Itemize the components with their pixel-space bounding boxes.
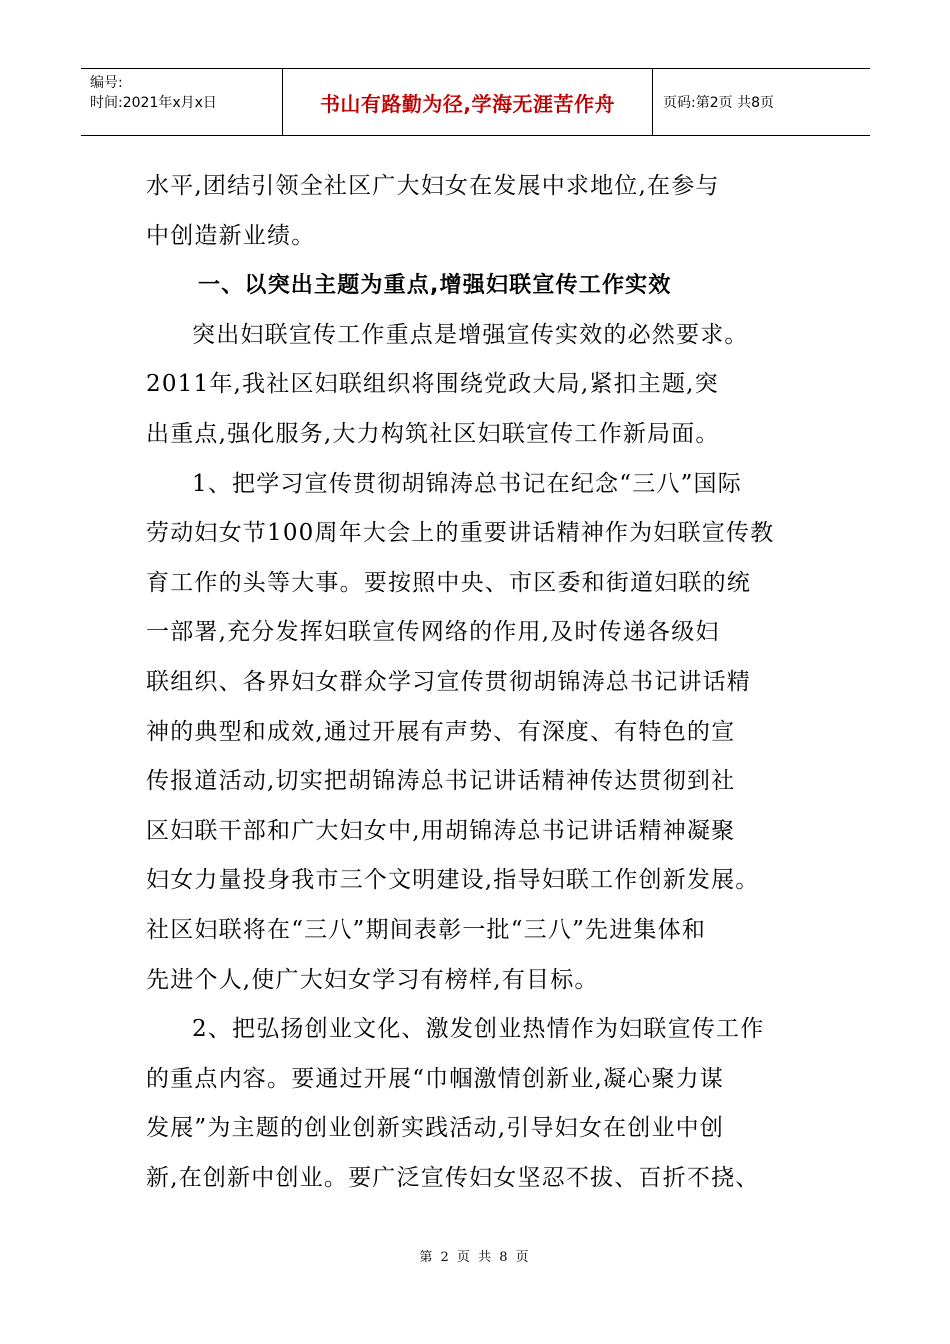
header-motto: 书山有路勤为径,学海无涯苦作舟 [319,91,616,116]
body-text-line: 1、把学习宣传贯彻胡锦涛总书记在纪念“三八”国际 [192,470,742,497]
body-text-line: 新,在创新中创业。要广泛宣传妇女坚忍不拔、百折不挠、 [146,1164,760,1191]
body-text-line: 妇女力量投身我市三个文明建设,指导妇联工作创新发展。 [146,867,760,894]
body-text-line: 发展”为主题的创业创新实践活动,引导妇女在创业中创 [146,1115,725,1142]
document-time-label: 时间:2021年x月x日 [90,95,217,111]
body-text-line: 社区妇联将在“三八”期间表彰一批“三八”先进集体和 [146,916,707,943]
body-text-line: 育工作的头等大事。要按照中央、市区委和街道妇联的统 [146,569,751,596]
body-text-line: 一部署,充分发挥妇联宣传网络的作用,及时传递各级妇 [146,619,720,646]
body-text-line: 劳动妇女节100周年大会上的重要讲话精神作为妇联宣传教 [146,520,775,547]
page-footer: 第 2 页 共 8 页 [419,1250,531,1265]
body-text-line: 水平,团结引领全社区广大妇女在发展中求地位,在参与 [146,173,720,199]
page-header [81,68,870,136]
body-text-line: 中创造新业绩。 [146,222,316,249]
body-text-line: 传报道活动,切实把胡锦涛总书记讲话精神传达贯彻到社 [146,768,736,795]
body-text-line: 联组织、各界妇女群众学习宣传贯彻胡锦涛总书记讲话精 [146,668,751,695]
document-body [146,162,806,1203]
body-text-line: 突出妇联宣传工作重点是增强宣传实效的必然要求。 [192,321,749,348]
header-page-info: 页码:第2页 共8页 [663,95,774,111]
section-heading: 一、以突出主题为重点,增强妇联宣传工作实效 [198,273,672,299]
body-text-line: 先进个人,使广大妇女学习有榜样,有目标。 [146,966,599,993]
body-text-line: 区妇联干部和广大妇女中,用胡锦涛总书记讲话精神凝聚 [146,817,736,844]
header-page-cell [653,69,870,135]
header-meta-cell [81,69,283,135]
body-text-line: 的重点内容。要通过开展“巾帼激情创新业,凝心聚力谋 [146,1065,725,1092]
body-text-line: 神的典型和成效,通过开展有声势、有深度、有特色的宣 [146,718,736,745]
body-text-line: 2011年,我社区妇联组织将围绕党政大局,紧扣主题,突 [146,371,719,398]
header-motto-cell [283,69,653,135]
body-text-line: 出重点,强化服务,大力构筑社区妇联宣传工作新局面。 [146,420,720,447]
document-number-label: 编号: [90,75,123,91]
body-text-line: 2、把弘扬创业文化、激发创业热情作为妇联宣传工作 [192,1016,765,1043]
